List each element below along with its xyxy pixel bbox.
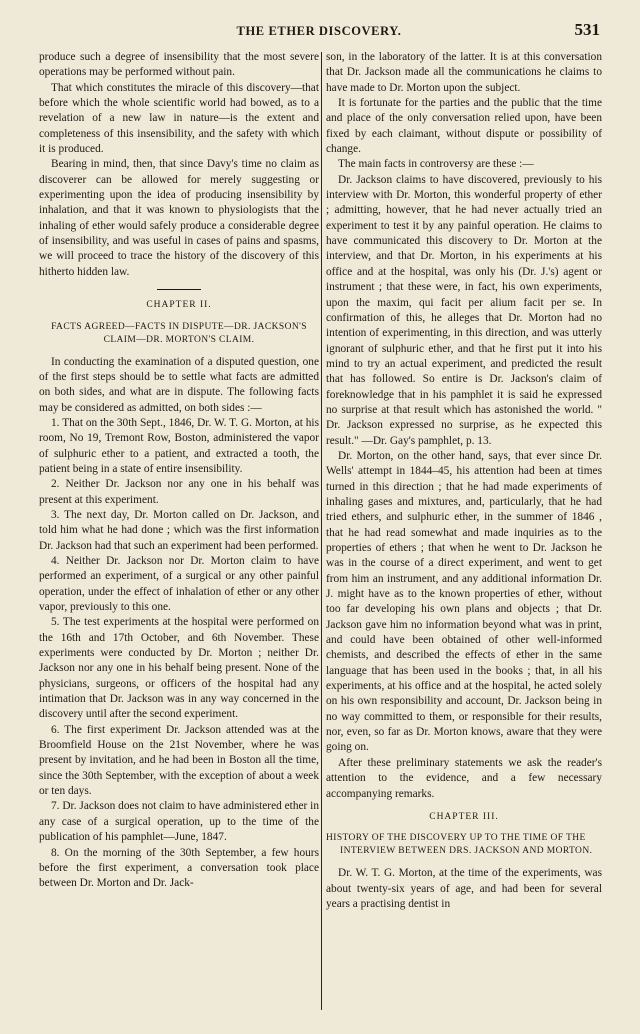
paragraph: 6. The first experiment Dr. Jackson attended was at the Broomfield House on the 21st November, where he was present by invitation, and he had been in Boston all the time, since the 30th September, with the exception of about a week or ten days. <box>39 723 319 798</box>
paragraph: That which constitutes the miracle of this discovery—that before which the whole scientific world had bowed, as to a revelation of a new law in nature—is the extent and completeness of this insensibility, and the safety with which it is produced. <box>39 81 319 156</box>
paragraph: produce such a degree of insensibility that the most severe operations may be performed without pain. <box>39 51 319 79</box>
page-header <box>38 20 600 42</box>
paragraph: Dr. Jackson claims to have discovered, previously to his interview with Dr. Morton, this wonderful property of ether ; admitting, however, that he had never actually tried an experiment to test it by any painful operation. He claims to have communicated this discovery to Dr. Morton at the interview, and that Dr. Morton, in his experiments at his office and at the hospital, was only his (Dr. J.'s) agent or instrument ; that these were, in fact, his own experiments, upon the maxim, qui facit per alium facit per se. In confirmation of this, he alleges that Dr. Morton had no intention of experimenting, in this direction, and was utterly ignorant of sulphuric ether, and that he first put it into his mind to try an actual experiment, and predicted the result that has followed. So entire is Dr. Jackson's claim of foreknowledge that in his pamphlet it is said he expressed no surprise at that result which has astonished the world. " Dr. Jackson expressed no surprise, as he expected this result." —Dr. Gay's pamphlet, p. 13. <box>326 173 602 447</box>
left-column <box>39 50 319 892</box>
paragraph: It is fortunate for the parties and the public that the time and place of the only conversation relied upon, have been fixed by each claimant, without dispute or possibility of change. <box>326 97 602 156</box>
running-title: THE ETHER DISCOVERY. <box>236 24 402 38</box>
paragraph: In conducting the examination of a disputed question, one of the first steps should be to settle what facts are admitted on both sides, and what are in dispute. The following facts may be considered as admitted, on both sides :— <box>39 355 319 414</box>
paragraph: 2. Neither Dr. Jackson nor any one in his behalf was present at this experiment. <box>39 478 319 506</box>
paragraph: son, in the laboratory of the latter. It is at this conversation that Dr. Jackson made all the communications he claims to have made to Dr. Morton upon the subject. <box>326 51 602 94</box>
paragraph: 8. On the morning of the 30th September, a few hours before the first experiment, a conversation took place between Dr. Morton and Dr. Jack- <box>39 846 319 890</box>
right-column <box>326 50 602 912</box>
paragraph: 1. That on the 30th Sept., 1846, Dr. W. T. G. Morton, at his room, No 19, Tremont Row, Boston, administered the vapor of sulphuric ether to a patient, and extracted a tooth, the patient being in a state of entire insensibility. <box>39 416 319 475</box>
paragraph: 4. Neither Dr. Jackson nor Dr. Morton claim to have performed an experiment, of a surgical or any other painful operation, under the effect of inhalation of ether or any other vapor, previously to this one. <box>39 554 319 613</box>
chapter-subheading: HISTORY OF THE DISCOVERY UP TO THE TIME OF THE INTERVIEW BETWEEN DRS. JACKSON AND MORTON. <box>326 833 593 857</box>
chapter-heading: CHAPTER II. <box>146 300 212 311</box>
paragraph: Dr. Morton, on the other hand, says, that ever since Dr. Wells' attempt in 1844–45, his attention had been at times turned in this direction ; that he had made experiments of inhaling gases and mixtures, and, particularly, that he had tried ethers, and sulphuric ether, in the summer of 1846 , that he had read somewhat and made inquiries as to the properties of ethers ; that when he went to Dr. Jackson he was in the course of a direct experiment, and went to get from him an instrument, and any additional information Dr. J. might have as to the known properties of ether, without too far developing his own plans and objects ; that Dr. Jackson gave him no information beyond what was in print, and could have been obtained of other well-informed chemists, and described the effects of ether in the same language that has been used in the books ; that, in all his experiments, at his office and at the hospital, he acted solely on his own responsibility and account, Dr. Jackson being in no way committed to them, or responsible for their results, nor, even, so far as Dr. Morton knows, aware that they were going on. <box>326 449 602 754</box>
paragraph: Dr. W. T. G. Morton, at the time of the experiments, was about twenty-six years of age, and had been for several years a practising dentist in <box>326 867 602 910</box>
chapter-heading: CHAPTER III. <box>429 811 499 822</box>
paragraph: Bearing in mind, then, that since Davy's time no claim as discoverer can be allowed for merely suggesting or experimenting upon the idea of producing insensibility by inhalation, and that it was known to physiologists that the inhaling of ether would safely produce a considerable degree of insensibility, and was useful in cases of pains and spasms, we will proceed to trace the history of the discovery of this hitherto hidden law. <box>39 158 319 278</box>
page-number: 531 <box>574 20 600 39</box>
paragraph: 3. The next day, Dr. Morton called on Dr. Jackson, and told him what he had done ; which was the first information Dr. Jackson had that such an experiment had been performed. <box>39 508 319 552</box>
paragraph: 5. The test experiments at the hospital were performed on the 16th and 17th October, and 6th November. These experiments were conducted by Dr. Morton ; neither Dr. Jackson nor any one in his behalf being present. None of the physicians, surgeons, or officers of the hospital had any intimation that Dr. Jackson was in any way concerned in the discovery until after the second experiment. <box>39 616 319 721</box>
paragraph: After these preliminary statements we ask the reader's attention to the evidence, and a few necessary accompanying remarks. <box>326 756 602 800</box>
paragraph: The main facts in controversy are these :— <box>338 158 534 171</box>
paragraph: 7. Dr. Jackson does not claim to have administered ether in any case of a surgical operation, up to the time of the publication of his pamphlet—June, 1847. <box>39 800 319 844</box>
chapter-subheading: FACTS AGREED—FACTS IN DISPUTE—DR. JACKSON'S CLAIM—DR. MORTON'S CLAIM. <box>51 321 307 345</box>
section-rule <box>157 289 201 290</box>
column-divider <box>321 52 322 1010</box>
